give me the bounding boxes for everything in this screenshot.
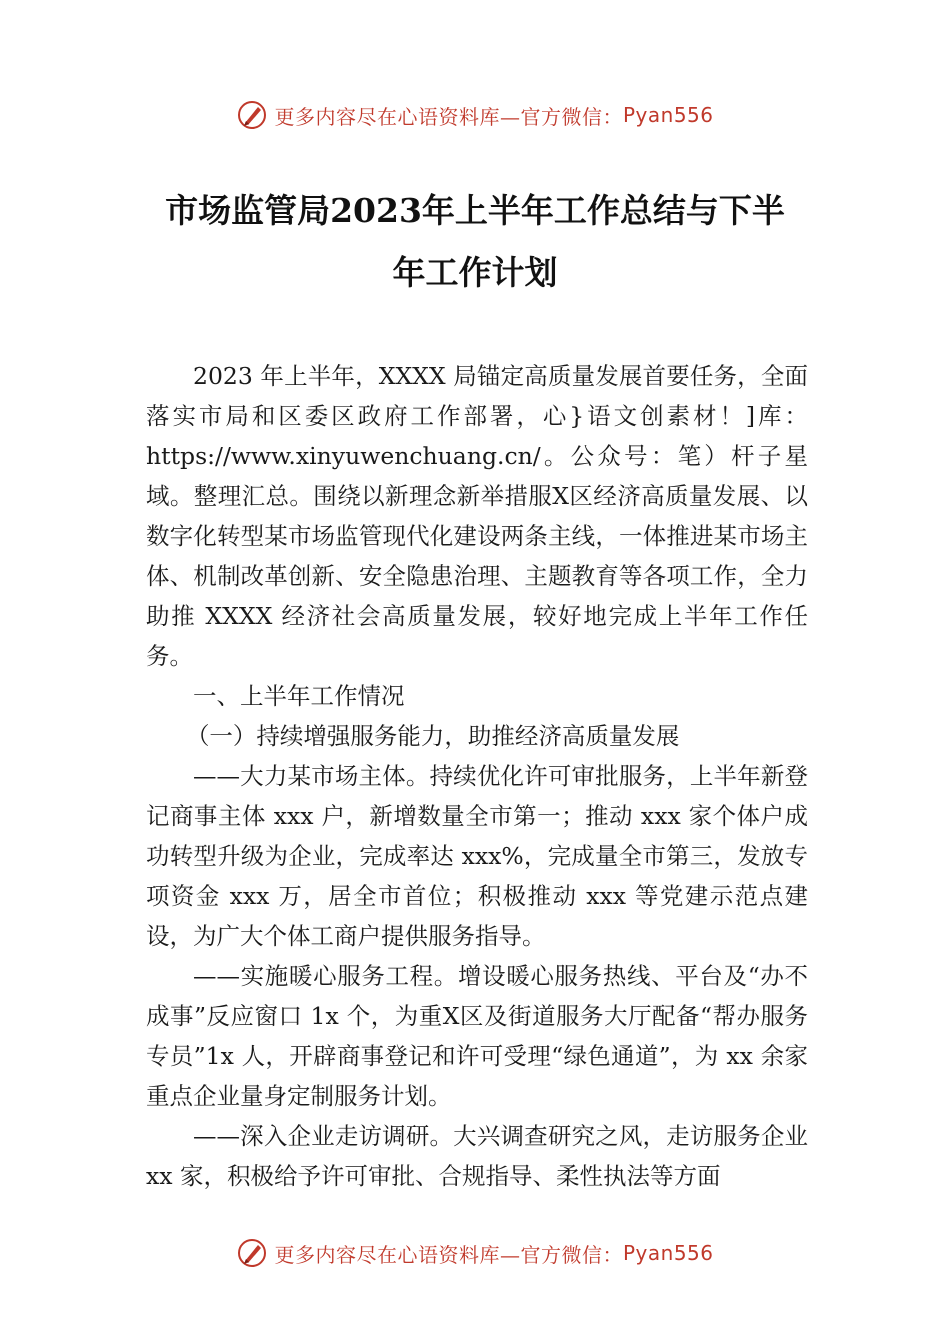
banner-text: 更多内容尽在心语资料库—官方微信： — [274, 1242, 623, 1267]
wechat-id: Pyan556 — [622, 1241, 714, 1265]
section-heading: 一、上半年工作情况 — [193, 682, 405, 710]
pen-nib-logo — [236, 99, 268, 131]
body-paragraph: ——大力某市场主体。持续优化许可审批服务，上半年新登记商事主体 xxx 户，新增数量全市第一；推动 xxx 家个体户成功转型升级为企业，完成率达 xxx%，完成量全市第三，发放专项资金 xxx 万，居全市首位；积极推动 xxx 等党建示范点建设，为广大个体工商户提供服务指导。 — [146, 762, 808, 950]
title-line-1: 市场监管局2023年上半年工作总结与下半 — [165, 191, 785, 230]
header-banner — [0, 95, 950, 135]
body-paragraph: ——深入企业走访调研。大兴调查研究之风，走访服务企业 xx 家，积极给予许可审批、合规指导、柔性执法等方面 — [146, 1122, 808, 1190]
document-title — [100, 180, 850, 304]
footer-banner — [0, 1233, 950, 1273]
intro-paragraph: 2023 年上半年，XXXX 局锚定高质量发展首要任务，全面落实市局和区委区政府工作部署，心}语文创素材！]库：https://www.xinyuwenchuang.cn/。公众号：笔）杆子星域。整理汇总。围绕以新理念新举措服X区经济高质量发展、以数字化转型某市场监管现代化建设两条主线，一体推进某市场主体、机制改革创新、安全隐患治理、主题教育等各项工作，全力助推 XXXX 经济社会高质量发展，较好地完成上半年工作任务。 — [146, 362, 808, 670]
subsection-heading: （一）持续增强服务能力，助推经济高质量发展 — [185, 722, 680, 750]
banner-text: 更多内容尽在心语资料库—官方微信： — [274, 104, 623, 129]
title-line-2: 年工作计划 — [392, 253, 558, 292]
wechat-id: Pyan556 — [622, 103, 714, 127]
document-body — [146, 356, 808, 1196]
pen-nib-logo — [236, 1237, 268, 1269]
body-paragraph: ——实施暖心服务工程。增设暖心服务热线、平台及“办不成事”反应窗口 1x 个，为重X区及街道服务大厅配备“帮办服务专员”1x 人，开辟商事登记和许可受理“绿色通道”，为 xx 余家重点企业量身定制服务计划。 — [146, 962, 808, 1110]
